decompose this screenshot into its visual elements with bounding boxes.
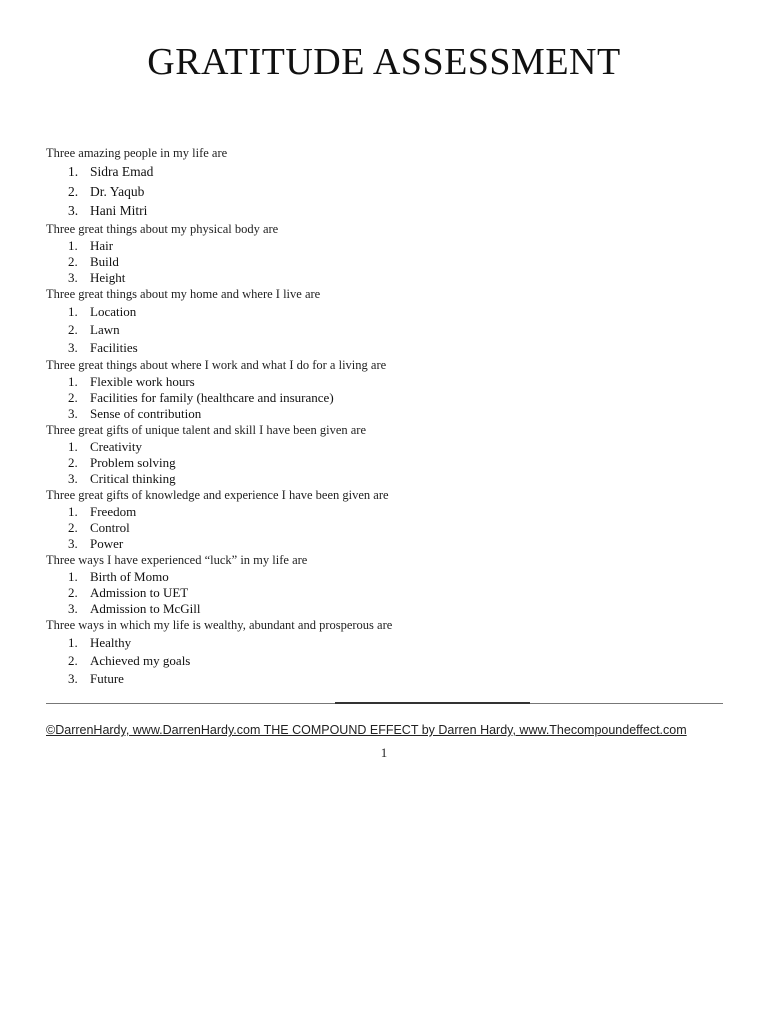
assessment-sections [46, 145, 726, 688]
footer-divider-accent [335, 702, 530, 704]
answer-item: 2. Build [68, 253, 119, 269]
section-physical-body [46, 221, 726, 286]
section-talent [46, 422, 726, 487]
section-wealth [46, 617, 726, 688]
section-knowledge [46, 487, 726, 552]
section-prompt: Three ways in which my life is wealthy, abundant and prosperous are [46, 617, 393, 632]
answer-list [46, 374, 726, 422]
page-title: GRATITUDE ASSESSMENT [147, 41, 621, 83]
answer-item: 1. Hair [68, 237, 114, 253]
answer-item: 3. Power [68, 535, 124, 551]
answer-item: 1. Healthy [68, 634, 132, 650]
answer-list [46, 162, 726, 221]
copyright-link[interactable]: ©DarrenHardy, www.DarrenHardy.com THE COMPOUND EFFECT by Darren Hardy, www.Thecompoundeffect.com [46, 723, 687, 737]
answer-item: 3. Future [68, 670, 124, 686]
section-home [46, 286, 726, 357]
section-work [46, 357, 726, 422]
answer-item: 3. Sense of contribution [68, 405, 202, 421]
answer-item: 3. Admission to McGill [68, 600, 201, 616]
section-luck [46, 552, 726, 617]
section-prompt: Three amazing people in my life are [46, 146, 228, 160]
section-prompt: Three great gifts of unique talent and skill I have been given are [46, 422, 367, 437]
answer-item: 1. Freedom [68, 503, 137, 519]
answer-item: 2. Achieved my goals [68, 652, 191, 668]
answer-item: 2. Admission to UET [68, 584, 189, 600]
answer-item: 1. Location [68, 303, 137, 319]
answer-item: 3. Height [68, 269, 126, 285]
section-prompt: Three great things about my physical body are [46, 221, 279, 236]
section-prompt: Three ways I have experienced “luck” in my life are [46, 552, 308, 567]
answer-list [46, 634, 726, 688]
answer-item: 3. Hani Mitri [68, 203, 148, 218]
answer-item: 3. Critical thinking [68, 470, 176, 486]
answer-item: 1. Birth of Momo [68, 568, 169, 584]
answer-item: 2. Problem solving [68, 454, 176, 470]
answer-list [46, 504, 726, 552]
answer-item: 1. Flexible work hours [68, 373, 195, 389]
page-number: 1 [380, 745, 388, 760]
section-amazing-people [46, 145, 726, 221]
section-prompt: Three great gifts of knowledge and experience I have been given are [46, 487, 389, 502]
answer-item: 1. Creativity [68, 438, 142, 454]
answer-list [46, 569, 726, 617]
answer-item: 1. Sidra Emad [68, 164, 154, 179]
answer-list [46, 238, 726, 286]
answer-item: 2. Facilities for family (healthcare and insurance) [68, 389, 334, 405]
section-prompt: Three great things about where I work and what I do for a living are [46, 357, 387, 372]
answer-item: 2. Dr. Yaqub [68, 183, 145, 199]
answer-list [46, 303, 726, 357]
answer-list [46, 439, 726, 487]
answer-item: 2. Control [68, 519, 130, 535]
answer-item: 2. Lawn [68, 321, 120, 337]
section-prompt: Three great things about my home and where I live are [46, 286, 321, 301]
answer-item: 3. Facilities [68, 339, 138, 355]
